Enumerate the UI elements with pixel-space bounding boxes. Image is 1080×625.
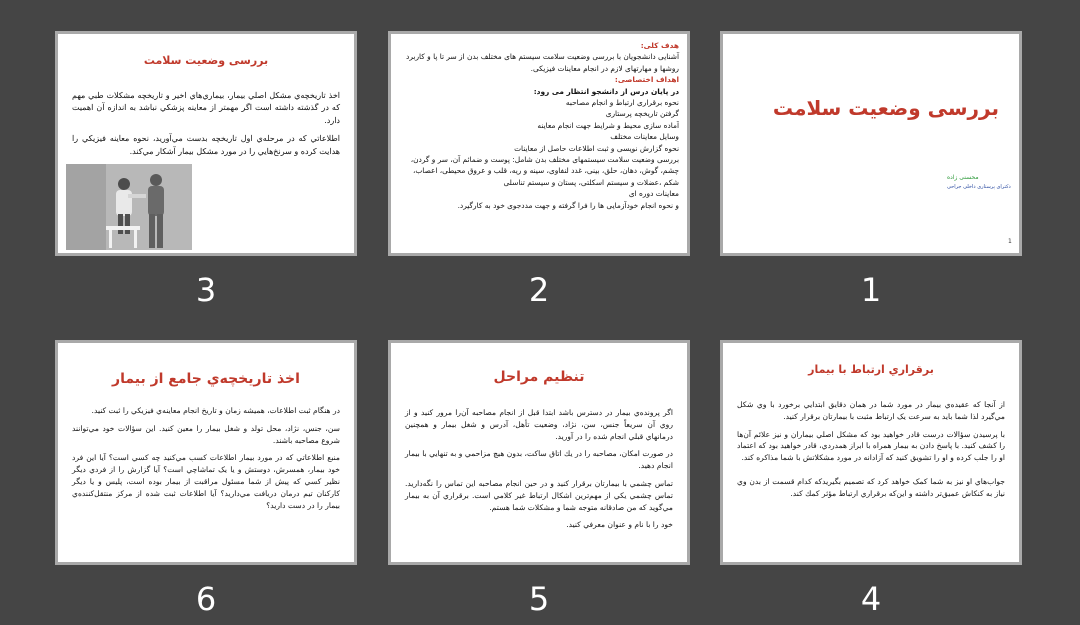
slide-thumbnail-3[interactable]	[55, 31, 357, 256]
slide-4-paragraph: از آنجا که عقيده‌ي بيمار در مورد شما در همان دقايق ابتدايي برخورد با وي شکل مي‌گيرد لذا شما بايد به سرعت يک ارتباط مثبت با بيمارتان برقرار کنيد.	[737, 400, 1005, 421]
slide-2-item: نحوه گزارش نویسی و ثبت اطلاعات حاصل از معاینات	[514, 143, 679, 153]
slide-2-item: آماده سازی محیط و شرایط جهت انجام معاینه	[537, 120, 679, 130]
slide-2-content	[399, 40, 679, 211]
slide-5-paragraph: تماس چشمي با بيمارتان برقرار كنيد و در حين انجام مصاحبه اين تماس را نگه‌داريد. تماس چشمي يكي از مهم‌ترين اشكال ارتباط غير كلامي است. برقراري آن به بيمار مي‌گويد كه من صادقانه متوجه شما و مشكلات شما هستم.	[405, 478, 673, 512]
slide-thumbnail-4[interactable]	[720, 340, 1022, 565]
slide-number-3: 3	[195, 271, 217, 309]
slide-1-title: بررسی وضعیت سلامت	[772, 96, 999, 120]
slide-3-paragraph: اطلاعاتي که در مرحله‌ي اول تاريخچه بدست مي‌آوريد، نحوه معاينه فيزيکي را هدايت کرده و سرنخ‌هايي را در مورد مشکل بيمار آشکار مي‌کند.	[72, 134, 340, 156]
slide-1-author: محسنی زاده	[947, 174, 979, 181]
clinical-examination-photo	[66, 164, 192, 250]
slide-thumbnail-2[interactable]	[388, 31, 690, 256]
slide-2-item: بررسی وضعیت سلامت سیستمهای مختلف بدن شامل: پوست و ضمائم آن، سر و گردن، چشم، گوش، دهان، حلق، بینی، غدد لنفاوی، سینه و ریه، قلب و عروق محیطی، اعصاب، شکم ،عضلات و سیستم اسکلتی، پستان و سیستم تناسلی	[410, 155, 679, 187]
slide-6-title: اخذ تاريخچه‌ي جامع از بيمار	[112, 371, 300, 387]
slide-6-paragraph: منبع اطلاعاتي که در مورد بيمار اطلاعات کسب مي‌کنيد چه کسي است؟ آيا اين فرد خود بيمار، همسرش، دوستش و يا يک تماشاچي است؟ آيا گزارش را از فردي ديگر نظير کسي که پيش از شما مسئول مراقبت از بيمار بوده است، پليس و يا ديگر کارکنان تيم درمان دريافت مي‌داريد؟ آيا اطلاعات ثبت شده از مرکز منتقل‌کننده‌ي بيمار را در دست داريد؟	[72, 453, 340, 510]
slide-2-expect-heading: در پایان درس از دانشجو انتظار می رود:	[533, 86, 679, 96]
slide-4-body	[737, 399, 1005, 506]
slide-4-title: برقراري ارتباط با بيمار	[808, 363, 934, 376]
slide-2-item: وسایل معاینات مختلف	[610, 132, 679, 142]
slide-1-page-number: 1	[1008, 238, 1012, 245]
slide-2-item: و نحوه انجام خودآزمایی ها را فرا گرفته و جهت مددجوی خود به کارگیرد.	[457, 200, 679, 210]
slide-2-item: گرفتن تاریخچه پرستاری	[605, 109, 679, 119]
slide-2-objectives-heading: اهداف اختصاصی:	[614, 75, 679, 85]
slide-thumbnail-5[interactable]	[388, 340, 690, 565]
slide-2-item: نحوه برقراری ارتباط و انجام مصاحبه	[565, 98, 679, 108]
slide-3-title: بررسی وضعیت سلامت	[143, 54, 269, 67]
slide-2-goal-heading: هدف کلی:	[640, 41, 679, 50]
slide-5-paragraph: خود را با نام و عنوان معرفي كنيد.	[566, 520, 673, 530]
slide-3-paragraph: اخذ تاریخچه‌ي مشکل اصلي بيمار، بيماري‌هاي اخير و تاريخچه مشکلات طبي مهم که در گذشته داشته است اگر مهمتر از معاينه پزشکي نباشد به اندازه آن اهميت دارد.	[72, 91, 340, 125]
slide-thumbnail-1[interactable]	[720, 31, 1022, 256]
slide-number-6: 6	[195, 580, 217, 618]
slide-number-1: 1	[860, 271, 882, 309]
slide-3-body	[72, 90, 340, 164]
slide-5-paragraph: در صورت امكان، مصاحبه را در يك اتاق ساكت، بدون هيچ مزاحمي و به تنهايي با بيمار انجام دهيد.	[405, 449, 673, 471]
slide-number-4: 4	[860, 580, 882, 618]
slide-6-body	[72, 405, 340, 517]
slide-4-paragraph: جواب‌هاي او نيز به شما کمک خواهد کرد که تصميم بگيريدكه كدام قسمت از بدن وي نياز به كنكاش عميق‌تر داشته و اين‌كه برقراري ارتباط مؤثر كمك كند.	[737, 476, 1005, 498]
slide-6-paragraph: در هنگام ثبت اطلاعات، هميشه زمان و تاريخ انجام معاينه‌ي فيزيکي را ثبت کنيد.	[91, 406, 340, 415]
slide-5-body	[405, 407, 673, 537]
slide-number-2: 2	[528, 271, 550, 309]
slide-5-paragraph: اگر پرونده‌ي بيمار در دسترس باشد ابتدا قبل از انجام مصاحبه آن‌را مرور کنيد و از روي آن سريعاً جنس، سن، نژاد، وضعيت تأهل، آدرس و شغل بيمار و همچنين درمانهاي قبلي انجام شده را در آوريد.	[405, 408, 673, 441]
slide-6-paragraph: سن، جنس، نژاد، محل تولد و شغل بيمار را معين کنيد. اين سؤالات خود مي‌توانند شروع مصاحبه باشند.	[72, 423, 340, 445]
slide-1-affiliation: دکترای پرستاری داخلی جراحی	[947, 184, 1011, 190]
slide-number-5: 5	[528, 580, 550, 618]
slide-5-title: تنظيم مراحل	[493, 369, 585, 385]
slide-2-goal-text: آشنایی دانشجویان با بررسی وضعیت سلامت سیستم های مختلف بدن از سر تا پا و کاربرد روشها و مهارتهای لازم در انجام معاینات فیزیکی.	[406, 52, 679, 73]
slide-2-item: معاینات دوره ای	[628, 189, 679, 199]
slide-4-paragraph: با پرسيدن سؤالات درست قادر خواهيد بود که مشکل اصلي بيماران و نيز علائم آن‌ها را کشف کنيد. با پاسخ دادن به بيمار همراه با ابراز همدردي، قادر خواهيد بود که اعتماد او را جلب کرده و او را تشويق کنيد که آزادانه در مورد مشکلاتش با شما مذاکره کند.	[736, 429, 1005, 463]
slide-thumbnail-6[interactable]	[55, 340, 357, 565]
